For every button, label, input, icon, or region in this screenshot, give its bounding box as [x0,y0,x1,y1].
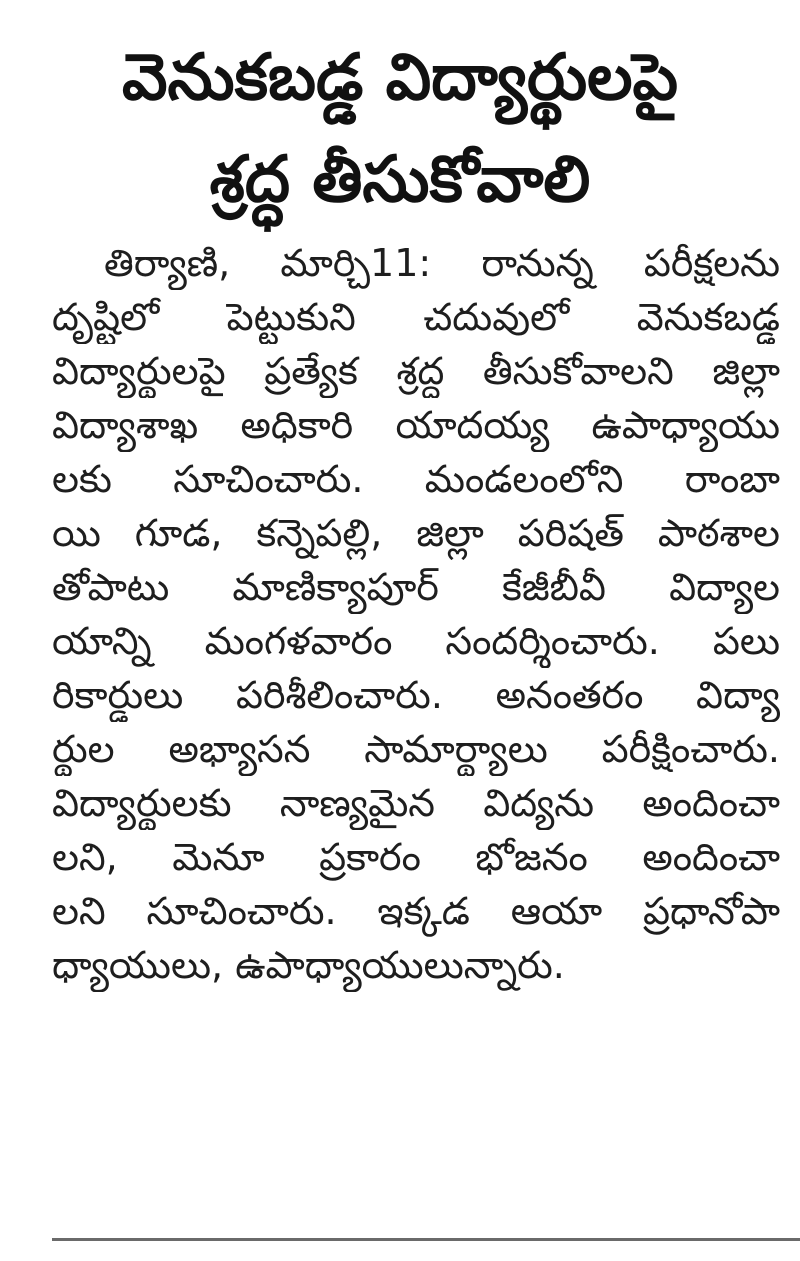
body-line: లకు సూచించారు. మండలంలోని రాంబా [52,457,780,501]
body-line: లని, మెనూ ప్రకారం భోజనం అందించా [52,835,780,879]
body-line: తిర్యాణి, మార్చి11: రానున్న పరీక్షలను [104,241,780,285]
body-line: దృష్టిలో పెట్టుకుని చదువులో వెనుకబడ్డ [52,295,780,339]
body-line: యి గూడ, కన్నెపల్లి, జిల్లా పరిషత్ పాఠశాల [52,511,780,555]
body-line: లని సూచించారు. ఇక్కడ ఆయా ప్రధానోపా [52,889,780,933]
article-body [52,236,780,992]
body-line: యాన్ని మంగళవారం సందర్శించారు. పలు [52,619,780,663]
body-line: విద్యార్థులపై ప్రత్యేక శ్రద్ధ తీసుకోవాలని జిల్లా [52,349,780,393]
headline-line-2: శ్రద్ధ తీసుకోవాలి [209,143,591,217]
body-line: ధ్యాయులు, ఉపాధ్యాయులున్నారు. [52,943,565,987]
headline-line-1: వెనుకబడ్డ విద్యార్థులపై [122,41,678,115]
body-line: విద్యార్థులకు నాణ్యమైన విద్యను అందించా [52,781,780,825]
body-line: ర్థుల అభ్యాసన సామార్థ్యాలు పరీక్షించారు. [52,727,780,771]
bottom-divider [52,1238,800,1241]
body-line: విద్యాశాఖ అధికారి యాదయ్య ఉపాధ్యాయు [52,403,780,447]
body-line: రికార్డులు పరిశీలించారు. అనంతరం విద్యా [52,673,780,717]
body-line: తోపాటు మాణిక్యాపూర్ కేజీబీవీ విద్యాల [52,565,780,609]
